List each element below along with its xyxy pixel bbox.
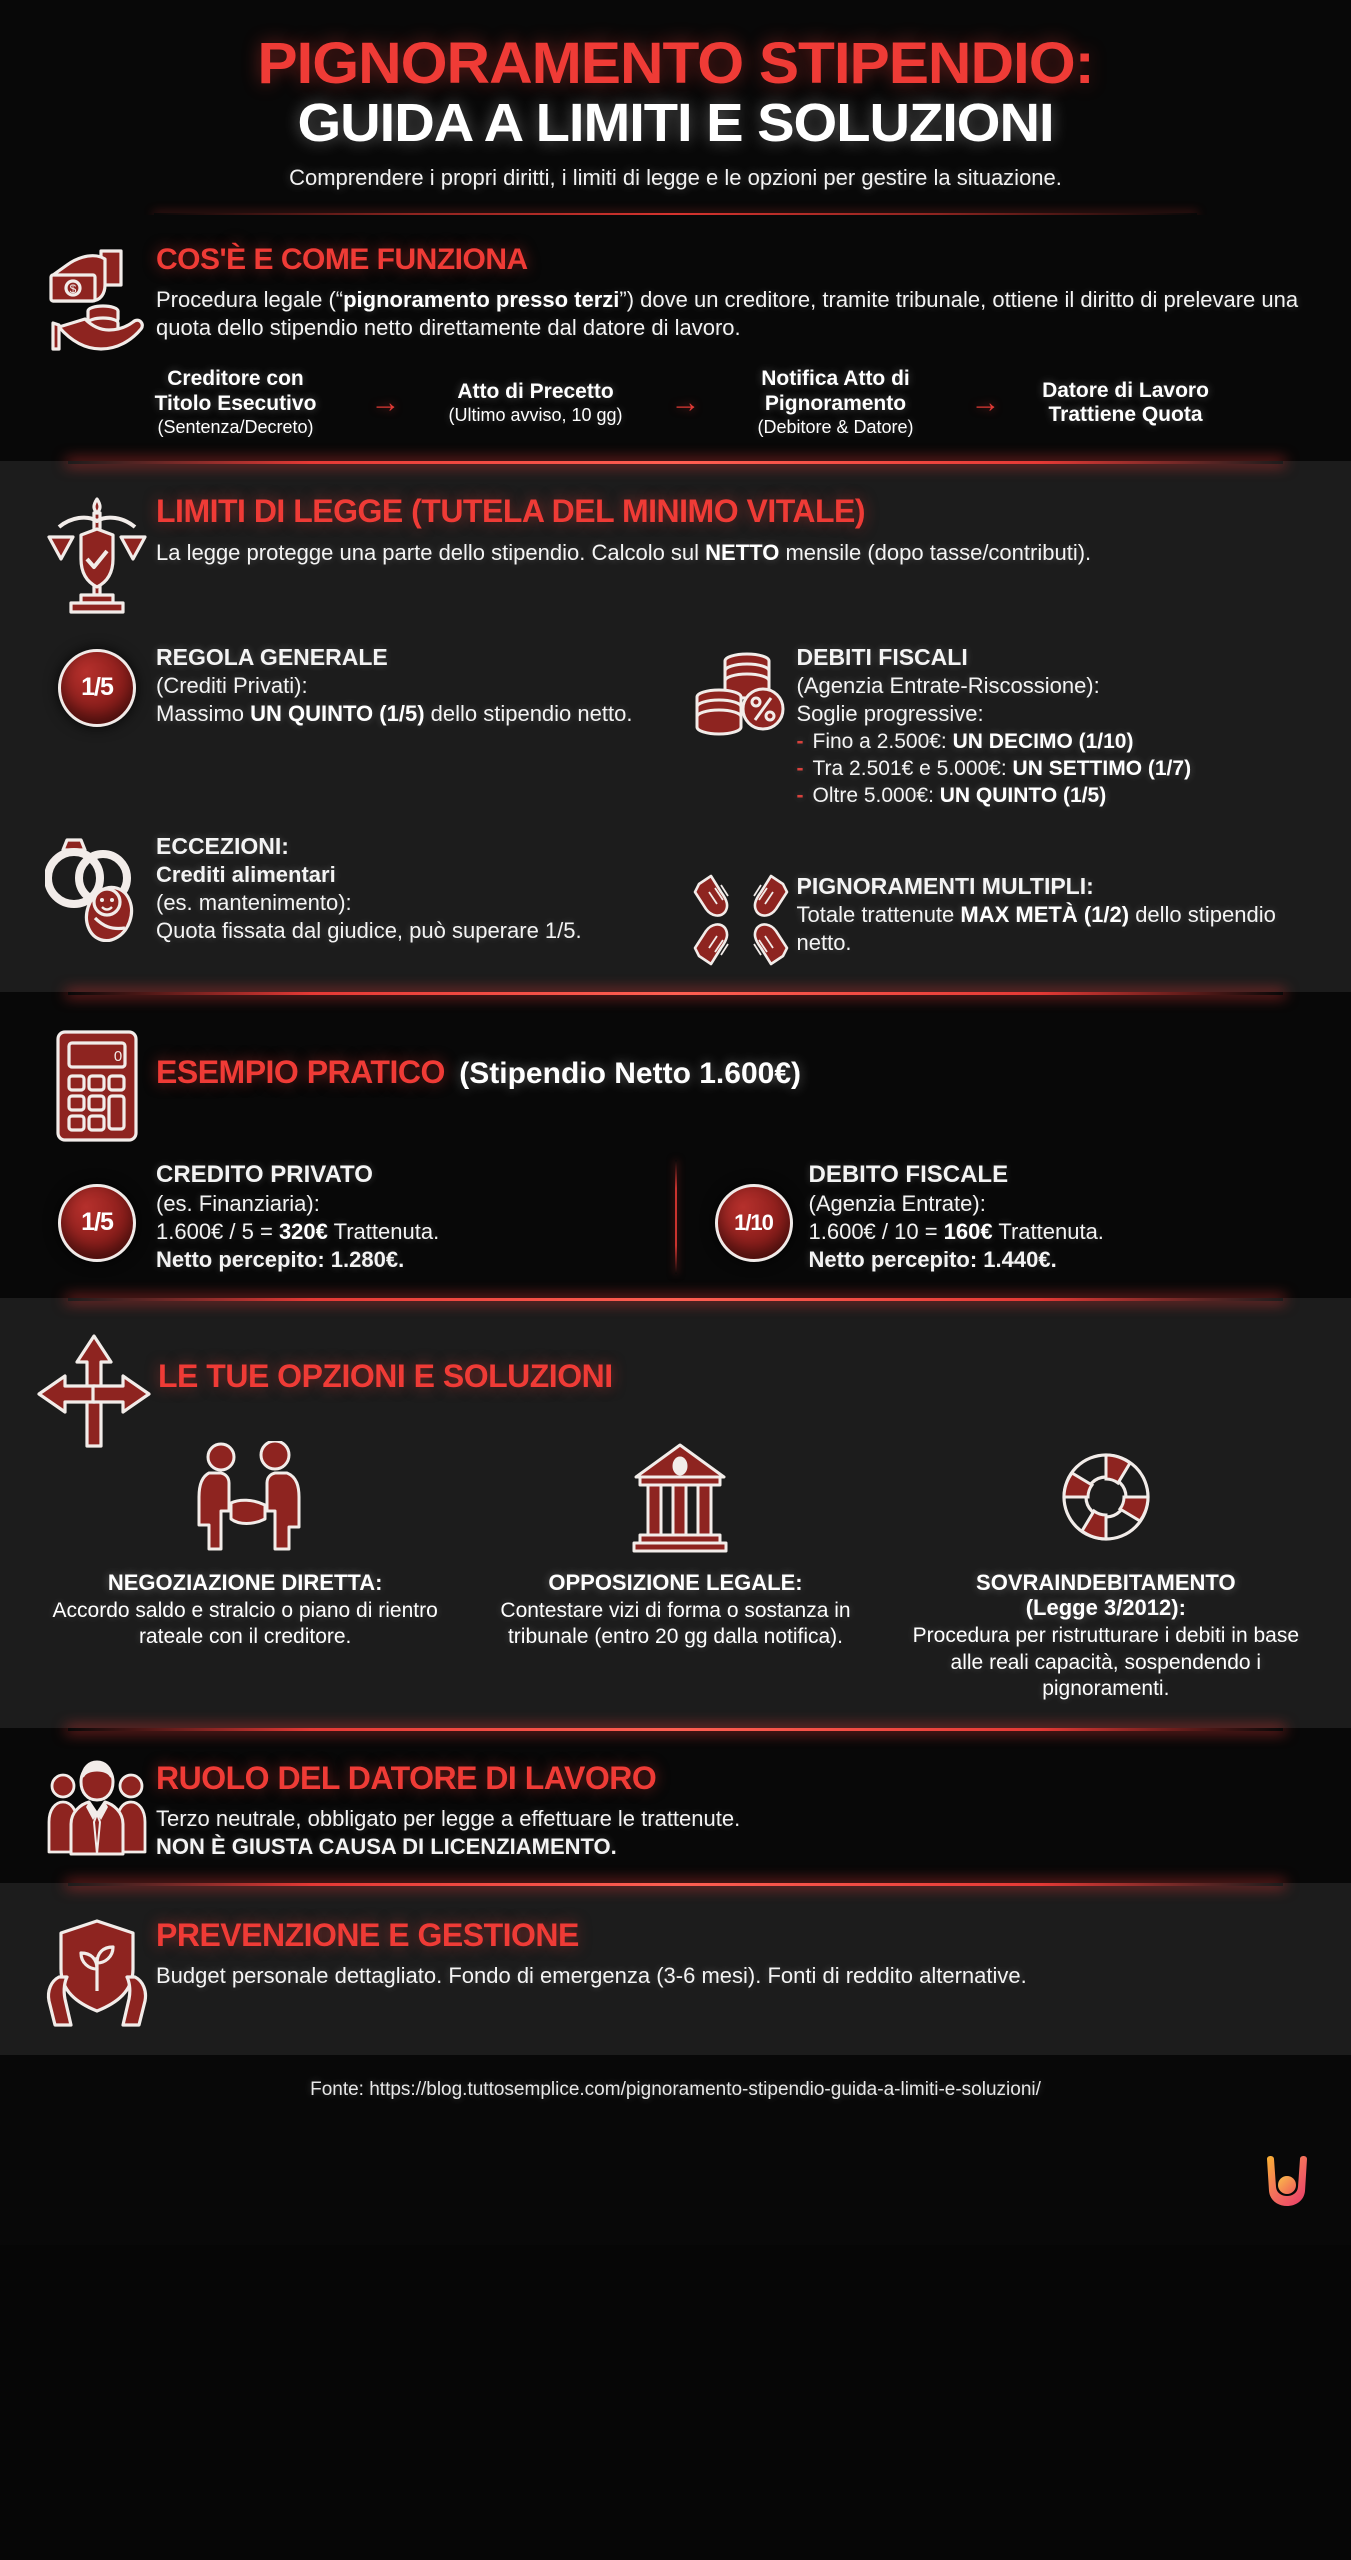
ex-r-bold: 160€	[943, 1219, 993, 1245]
rule-general-block	[38, 643, 685, 810]
fiscal-thresholds-list	[797, 728, 1314, 810]
handshake-icon	[191, 1441, 309, 1558]
fiscal-debts-block	[685, 643, 1314, 810]
section-divider	[68, 1883, 1284, 1886]
section-practical-example-heading	[156, 1054, 1313, 1091]
mult-bold: MAX METÀ (1/2)	[960, 901, 1130, 927]
example-heading-red: ESEMPIO PRATICO	[156, 1053, 445, 1090]
section-legal-limits-heading: LIMITI DI LEGGE (TUTELA DEL MINIMO VITALE)	[156, 492, 866, 529]
flow-arrow-icon-3: →	[970, 386, 1001, 420]
rg-bold: UN QUINTO (1/5)	[250, 700, 425, 726]
employer-line1: Terzo neutrale, obbligato per legge a effettuare le trattenute.	[156, 1806, 741, 1832]
threshold-2-label: Tra 2.501€ e 5.000€:	[812, 757, 1013, 781]
threshold-item-3	[797, 782, 1314, 809]
rule-general-title: REGOLA GENERALE	[156, 643, 388, 670]
example-right-net: Netto percepito: 1.440€.	[808, 1247, 1057, 1273]
option-3-title2: (Legge 3/2012):	[1025, 1595, 1186, 1621]
exceptions-text: Quota fissata dal giudice, può superare 1/5.	[156, 917, 582, 943]
example-right-subtitle: (Agenzia Entrate):	[808, 1191, 986, 1217]
header	[0, 0, 1351, 215]
employees-group-icon	[38, 1760, 156, 1856]
exceptions-bold-line: Crediti alimentari	[156, 861, 336, 887]
exceptions-title: ECCEZIONI:	[156, 832, 289, 859]
badge-one-fifth-label: 1/5	[81, 673, 113, 702]
employer-line2: NON È GIUSTA CAUSA DI LICENZIAMENTO.	[156, 1834, 617, 1860]
section-employer-heading: RUOLO DEL DATORE DI LAVORO	[156, 1760, 657, 1797]
ex-r-post: Trattenuta.	[992, 1219, 1104, 1245]
option-item-3	[891, 1570, 1321, 1703]
fiscal-lead: Soglie progressive:	[796, 700, 984, 726]
flow-step-4	[1011, 379, 1241, 428]
mult-pre: Totale trattenute	[796, 901, 961, 927]
body-pre: Procedura legale (“	[156, 287, 344, 313]
exceptions-subtitle: (es. mantenimento):	[156, 889, 352, 915]
option-2-title: OPPOSIZIONE LEGALE:	[548, 1569, 803, 1595]
flow-step-4-line1b: Trattiene Quota	[1048, 403, 1203, 427]
flow-step-1	[111, 367, 361, 438]
rg-pre: Massimo	[156, 700, 251, 726]
option-2-body: Contestare vizi di forma o sostanza in tribunale (entro 20 gg dalla notifica).	[500, 1599, 851, 1649]
section-options	[0, 1298, 1351, 1729]
example-right-calc	[809, 1218, 1314, 1246]
body-bold: pignoramento presso terzi	[343, 287, 620, 313]
footer	[0, 2055, 1351, 2245]
flow-step-1-line1: Creditore con	[167, 367, 304, 391]
coins-percent-icon	[685, 643, 797, 745]
section-divider	[68, 461, 1284, 464]
badge-example-one-fifth-label: 1/5	[81, 1208, 113, 1237]
calculator-icon	[38, 1028, 156, 1144]
prevention-body: Budget personale dettagliato. Fondo di emergenza (3-6 mesi). Fonti di reddito alternative.	[156, 1963, 1027, 1989]
option-3-title: SOVRAINDEBITAMENTO	[976, 1569, 1236, 1595]
section-divider	[68, 1728, 1284, 1731]
example-fiscal-debt	[677, 1160, 1314, 1274]
section-what-is	[0, 215, 1351, 460]
example-left-calc	[156, 1218, 653, 1246]
flow-arrow-icon-1: →	[370, 386, 401, 420]
example-heading-white: (Stipendio Netto 1.600€)	[459, 1056, 801, 1090]
shield-plant-hands-icon	[38, 1917, 156, 2029]
svg-text:$: $	[69, 282, 77, 297]
flow-arrow-icon-2: →	[670, 386, 701, 420]
flow-step-3-line1: Notifica Atto di	[761, 367, 910, 391]
page-title-line1: PIGNORAMENTO STIPENDIO:	[257, 31, 1094, 96]
section-divider	[68, 992, 1284, 995]
threshold-1-label: Fino a 2.500€:	[812, 729, 953, 753]
rule-general-text	[156, 700, 667, 728]
rg-post: dello stipendio netto.	[424, 700, 633, 726]
section-legal-limits-intro	[156, 539, 1313, 567]
example-right-title: DEBITO FISCALE	[808, 1160, 1009, 1188]
flow-step-2-line2: (Ultimo avviso, 10 gg)	[448, 404, 623, 425]
section-options-heading: LE TUE OPZIONI E SOLUZIONI	[158, 1357, 613, 1394]
ex-l-pre: 1.600€ / 5 =	[156, 1219, 279, 1245]
flow-step-1-line2: (Sentenza/Decreto)	[157, 417, 314, 438]
ex-r-pre: 1.600€ / 10 =	[808, 1219, 944, 1245]
ex-l-bold: 320€	[278, 1219, 328, 1245]
exceptions-block	[38, 832, 685, 968]
section-divider	[68, 1298, 1284, 1301]
money-hand-icon	[38, 243, 156, 357]
ex-l-post: Trattenuta.	[327, 1219, 440, 1245]
fiscal-subtitle: (Agenzia Entrate-Riscossione):	[796, 672, 1100, 698]
multiple-title: PIGNORAMENTI MULTIPLI:	[796, 872, 1094, 899]
example-private-credit	[38, 1160, 675, 1274]
option-item-1	[30, 1570, 460, 1703]
section-legal-limits	[0, 461, 1351, 992]
threshold-1-value: UN DECIMO (1/10)	[952, 729, 1134, 753]
option-1-title: NEGOZIAZIONE DIRETTA:	[107, 1569, 383, 1595]
threshold-item-1	[797, 728, 1314, 755]
section-prevention	[0, 1883, 1351, 2055]
option-item-2	[460, 1570, 890, 1703]
threshold-2-value: UN SETTIMO (1/7)	[1012, 757, 1192, 781]
flow-step-3-line2: (Debitore & Datore)	[757, 417, 914, 438]
scales-justice-icon	[38, 493, 156, 621]
page-subtitle: Comprendere i propri diritti, i limiti di legge e le opzioni per gestire la situazione.	[289, 165, 1062, 191]
example-left-net: Netto percepito: 1.280€.	[156, 1247, 405, 1273]
body-post: ”) dove un creditore, tramite tribunale, ottiene il diritto di prelevare una quota dello stipendio netto direttamente dal datore di lavoro.	[156, 287, 1299, 341]
flow-step-3	[711, 367, 961, 438]
section-prevention-heading: PREVENZIONE E GESTIONE	[156, 1917, 579, 1954]
page-title-line2: GUIDA A LIMITI E SOLUZIONI	[297, 93, 1054, 154]
section-employer-role	[0, 1728, 1351, 1883]
fiscal-title: DEBITI FISCALI	[796, 643, 968, 670]
source-url: Fonte: https://blog.tuttosemplice.com/pignoramento-stipendio-guida-a-limiti-e-soluzioni/	[310, 2079, 1041, 2101]
lifebuoy-icon	[1052, 1441, 1160, 1558]
process-flow	[38, 357, 1313, 438]
option-3-body: Procedura per ristrutturare i debiti in base alle reali capacità, sospendendo i pignoramenti.	[912, 1624, 1299, 1701]
fork-arrows-icon	[30, 1332, 158, 1452]
threshold-3-label: Oltre 5.000€:	[812, 784, 940, 808]
rule-general-subtitle: (Crediti Privati):	[156, 672, 308, 698]
svg-text:0: 0	[113, 1047, 123, 1065]
intro-bold: NETTO	[705, 539, 780, 565]
flow-step-2-line1: Atto di Precetto	[457, 379, 614, 403]
threshold-3-value: UN QUINTO (1/5)	[939, 784, 1107, 808]
intro-pre: La legge protegge una parte dello stipendio. Calcolo sul	[156, 539, 706, 565]
bank-building-icon	[630, 1441, 730, 1558]
mult-post: dello stipendio netto.	[796, 901, 1276, 955]
badge-one-fifth	[58, 649, 136, 727]
rings-baby-icon	[38, 832, 156, 942]
flow-step-2	[411, 380, 661, 427]
options-list	[30, 1570, 1321, 1703]
threshold-item-2	[797, 755, 1314, 782]
multiple-garnishments-block	[685, 832, 1314, 968]
example-left-subtitle: (es. Finanziaria):	[156, 1191, 320, 1217]
badge-example-one-tenth-label: 1/10	[734, 1209, 773, 1235]
badge-example-one-tenth	[715, 1184, 793, 1262]
flow-step-3-line1b: Pignoramento	[764, 391, 907, 415]
badge-example-one-fifth	[58, 1184, 136, 1262]
example-left-title: CREDITO PRIVATO	[156, 1160, 373, 1188]
multiple-text	[797, 901, 1314, 957]
section-what-is-heading: COS'È E COME FUNZIONA	[156, 243, 528, 277]
intro-post: mensile (dopo tasse/contributi).	[779, 539, 1092, 565]
section-practical-example	[0, 992, 1351, 1298]
four-hands-icon	[685, 872, 797, 968]
flow-step-1-line1b: Titolo Esecutivo	[154, 391, 317, 415]
flow-step-4-line1: Datore di Lavoro	[1042, 378, 1209, 402]
brand-logo-icon	[1257, 2151, 1317, 2215]
option-1-body: Accordo saldo e stralcio o piano di rientro rateale con il creditore.	[52, 1599, 438, 1649]
section-what-is-body	[156, 286, 1313, 342]
